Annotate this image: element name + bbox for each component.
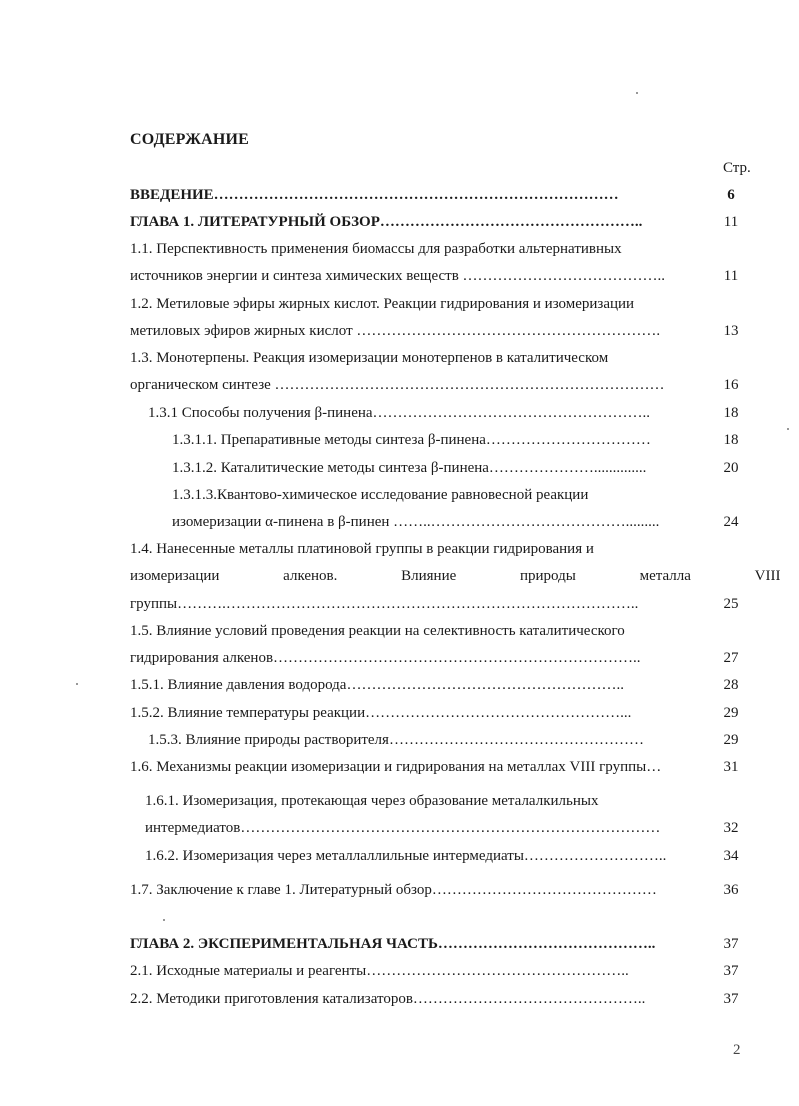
toc-entry-text: ГЛАВА 2. ЭКСПЕРИМЕНТАЛЬНАЯ ЧАСТЬ…………………………………….. (130, 936, 656, 952)
toc-entry-1-5-line-1[interactable] (0, 623, 799, 643)
toc-entry-text: метиловых эфиров жирных кислот ……………………………………………………. (130, 323, 661, 339)
toc-entry-2-2[interactable] (0, 991, 799, 1011)
toc-entry-text: 1.4. Нанесенные металлы платиновой группы в реакции гидрирования и (130, 541, 594, 557)
toc-entry-text: 1.3.1 Способы получения β-пинена……………………………………………….. (148, 405, 651, 421)
toc-entry-1-3-line-2[interactable] (0, 377, 799, 397)
toc-entry-page: 37 (723, 991, 739, 1007)
toc-entry-1-3-1-3-line-2[interactable] (0, 514, 799, 534)
toc-entry-page: 24 (723, 514, 739, 530)
toc-entry-text: изомеризации алкенов. Влияние природы металла VIII (130, 568, 781, 584)
toc-entry-1-3-1-3-line-1[interactable] (0, 487, 799, 507)
toc-entry-text: 2.2. Методики приготовления катализаторов……………………………………….. (130, 991, 646, 1007)
toc-entry-page: 20 (723, 460, 739, 476)
toc-entry-1-6-1-line-1[interactable] (0, 793, 799, 813)
toc-entry-1-3-1[interactable] (0, 405, 799, 425)
toc-entry-page: 6 (727, 187, 735, 203)
toc-entry-page: 11 (723, 268, 739, 284)
toc-entry-text: 1.7. Заключение к главе 1. Литературный обзор……………………………………… (130, 882, 657, 898)
scan-speck (76, 683, 78, 685)
toc-entry-1-1-line-2[interactable] (0, 268, 799, 288)
toc-entry-1-4-line-1[interactable] (0, 541, 799, 561)
toc-entry-text: ГЛАВА 1. ЛИТЕРАТУРНЫЙ ОБЗОР…………………………………………….. (130, 214, 643, 230)
toc-entry-page: 25 (723, 596, 739, 612)
toc-entry-1-5-3[interactable] (0, 732, 799, 752)
toc-entry-text: 1.6.2. Изомеризация через металлаллильные интермедиаты……………………….. (145, 848, 667, 864)
toc-entry-text: 2.1. Исходные материалы и реагенты…………………………………………….. (130, 963, 629, 979)
toc-entry-chapter-1[interactable] (0, 214, 799, 234)
toc-entry-introduction[interactable] (0, 187, 799, 207)
toc-entry-1-7[interactable] (0, 882, 799, 902)
toc-entry-1-2-line-2[interactable] (0, 323, 799, 343)
toc-entry-text: органическом синтезе …………………………………………………………………… (130, 377, 665, 393)
toc-entry-text: 1.1. Перспективность применения биомассы для разработки альтернативных (130, 241, 622, 257)
toc-entry-1-3-1-2[interactable] (0, 460, 799, 480)
scan-speck (163, 919, 165, 921)
toc-entry-text: интермедиатов………………………………………………………………………… (145, 820, 661, 836)
toc-entry-page: 11 (723, 214, 739, 230)
toc-entry-text: ВВЕДЕНИЕ……………………………………………………………………… (130, 187, 619, 203)
toc-entry-page: 32 (723, 820, 739, 836)
toc-entry-1-5-1[interactable] (0, 677, 799, 697)
toc-entry-text: 1.2. Метиловые эфиры жирных кислот. Реакции гидрирования и изомеризации (130, 296, 635, 312)
toc-entry-text: 1.6. Механизмы реакции изомеризации и гидрирования на металлах VIII группы… (130, 759, 662, 775)
toc-entry-1-6-2[interactable] (0, 848, 799, 868)
toc-entry-1-4-line-3[interactable] (0, 596, 799, 616)
toc-entry-1-1-line-1[interactable] (0, 241, 799, 261)
toc-entry-1-4-line-2[interactable] (0, 568, 799, 588)
toc-entry-page: 16 (723, 377, 739, 393)
toc-entry-page: 34 (723, 848, 739, 864)
toc-entry-text: источников энергии и синтеза химических веществ ………………………………….. (130, 268, 666, 284)
toc-entry-text: 1.3. Монотерпены. Реакция изомеризации монотерпенов в каталитическом (130, 350, 609, 366)
toc-entry-text: 1.5.2. Влияние температуры реакции……………………………………………... (130, 705, 632, 721)
toc-entry-page: 36 (723, 882, 739, 898)
toc-entry-page: 29 (723, 705, 739, 721)
toc-entry-page: 31 (723, 759, 739, 775)
toc-entry-text: изомеризации α-пинена в β-пинен ……..…………………………………......... (172, 514, 660, 530)
toc-entry-text: 1.5. Влияние условий проведения реакции на селективность каталитического (130, 623, 625, 639)
toc-entry-text: 1.3.1.1. Препаративные методы синтеза β-пинена…………………………… (172, 432, 651, 448)
toc-entry-page: 18 (723, 432, 739, 448)
toc-entry-page: 37 (723, 936, 739, 952)
toc-entry-page: 18 (723, 405, 739, 421)
toc-entry-2-1[interactable] (0, 963, 799, 983)
toc-entry-text: 1.6.1. Изомеризация, протекающая через образование металалкильных (145, 793, 599, 809)
toc-entry-text: 1.5.3. Влияние природы растворителя…………………………………………… (148, 732, 644, 748)
page-number: 2 (733, 1042, 741, 1058)
toc-entry-1-5-line-2[interactable] (0, 650, 799, 670)
toc-entry-1-5-2[interactable] (0, 705, 799, 725)
toc-entry-1-3-1-1[interactable] (0, 432, 799, 452)
toc-entry-text: группы……….……………………………………………………………………….. (130, 596, 639, 612)
toc-entry-1-3-line-1[interactable] (0, 350, 799, 370)
toc-entry-text: гидрирования алкенов……………………………………………………………….. (130, 650, 641, 666)
toc-entry-1-2-line-1[interactable] (0, 296, 799, 316)
scan-speck (787, 428, 789, 430)
toc-entry-page: 28 (723, 677, 739, 693)
toc-entry-text: 1.5.1. Влияние давления водорода……………………………………………….. (130, 677, 624, 693)
toc-entry-page: 29 (723, 732, 739, 748)
toc-entry-page: 13 (723, 323, 739, 339)
toc-entry-page: 37 (723, 963, 739, 979)
scan-speck (636, 92, 638, 94)
toc-entry-1-6[interactable] (0, 759, 799, 779)
toc-entry-page: 27 (723, 650, 739, 666)
page-column-header: Стр. (723, 160, 751, 176)
page-title: СОДЕРЖАНИЕ (130, 131, 250, 148)
toc-entry-text: 1.3.1.3.Квантово-химическое исследование равновесной реакции (172, 487, 589, 503)
toc-entry-text: 1.3.1.2. Каталитические методы синтеза β-пинена………………….............. (172, 460, 647, 476)
toc-entry-1-6-1-line-2[interactable] (0, 820, 799, 840)
toc-entry-chapter-2[interactable] (0, 936, 799, 956)
